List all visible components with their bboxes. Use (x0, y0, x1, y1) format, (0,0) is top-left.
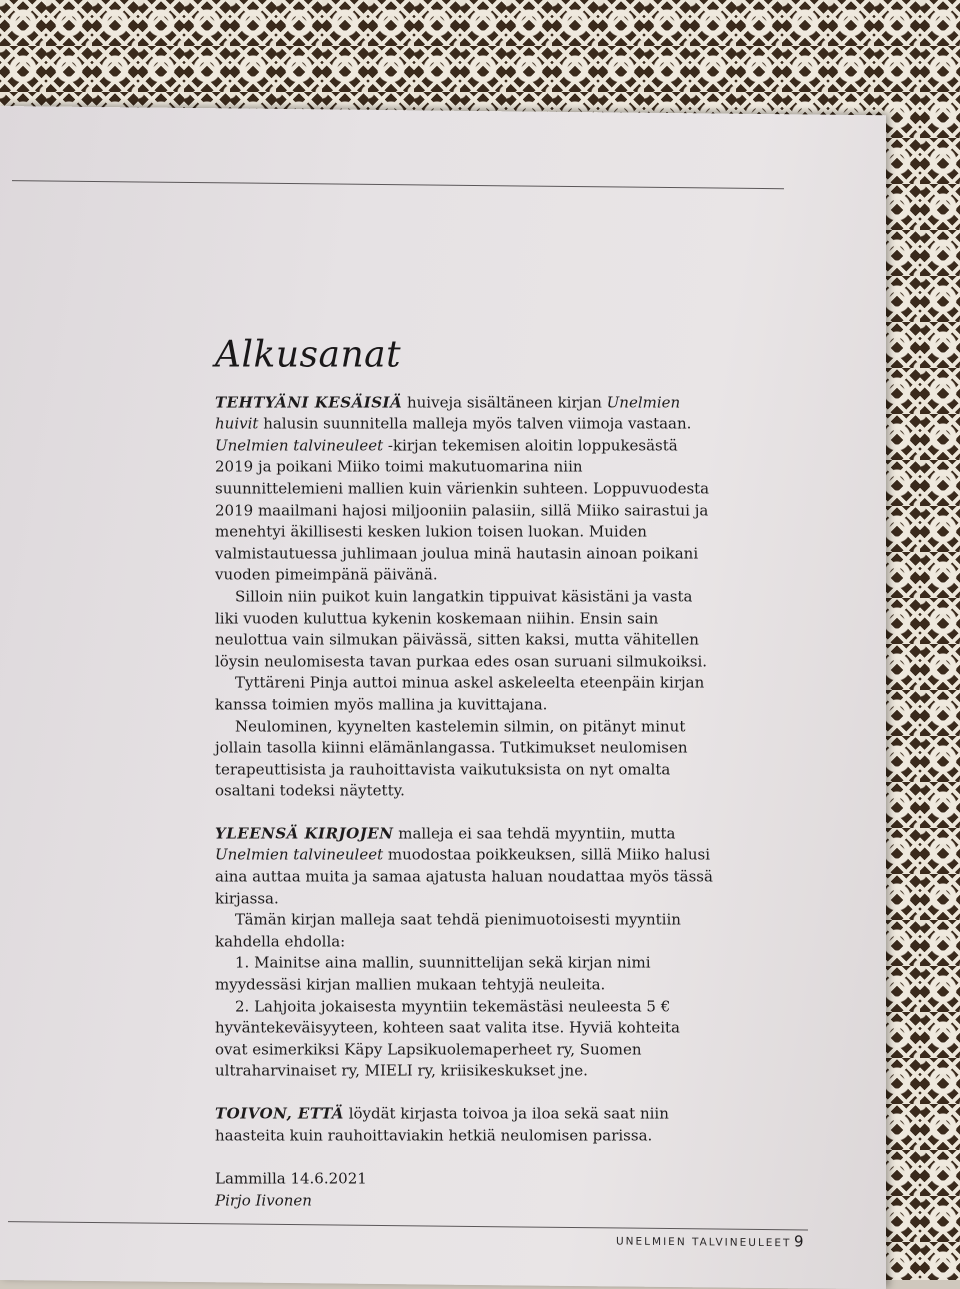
list-item: 2. Lahjoita jokaisesta myyntiin tekemästäsi neuleesta 5 € hyväntekeväisyyteen, kohteen saat valita itse. Hyviä kohteita ovat esimerkiksi Käpy Lapsikuolemaperheet ry, Suomen ultraharvinaiset ry, MIELI ry, kriisikeskukset jne. (215, 996, 680, 1080)
paragraph-3: Tyttäreni Pinja auttoi minua askel askeleelta eteenpäin kirjan kanssa toimien myös mallina ja kuvittajana. (215, 673, 705, 714)
place-date: Lammilla 14.6.2021 (215, 1169, 367, 1188)
paragraph-5: YLEENSÄ KIRJOJEN malleja ei saa tehdä myyntiin, mutta Unelmien talvineuleet muodostaa poikkeuksen, sillä Miiko halusi aina auttaa muita ja samaa ajatusta haluan noudattaa myös tässä kirjassa. (215, 824, 713, 907)
book-title: Unelmien talvineuleet (215, 436, 384, 455)
page-number: 9 (794, 1232, 804, 1251)
running-footer: UNELMIEN TALVINEULEET (616, 1235, 792, 1250)
page-content (215, 334, 715, 1211)
paragraph-lead: TOIVON, ETTÄ (215, 1104, 344, 1123)
book-title: Unelmien huivit (215, 392, 681, 433)
paragraph-1: TEHTYÄNI KESÄISIÄ huiveja sisältäneen kirjan Unelmien huivit halusin suunnitella malleja myös talven viimoja vastaan. Unelmien talvineuleet -kirjan tekemisen aloitin loppukesästä 2019 ja poikani Miiko toimi makutuomarina niin suunnittelemieni mallien kuin värienkin suhteen. Loppuvuodesta 2019 maailmani hajosi miljooniin palasiin, sillä Miiko sairastui ja menehtyi äkillisesti kesken lukion toisen luokan. Muiden valmistautuessa juhlimaan joulua minä hautasin ainoan poikani vuoden pimeimpänä päivänä. (215, 392, 710, 584)
paragraph-4: Neulominen, kyynelten kastelemin silmin, on pitänyt minut jollain tasolla kiinni elämänlangassa. Tutkimukset neulomisen terapeuttisista ja rauhoittavista vaikutuksista on nyt omalta osaltani todeksi näytetty. (215, 716, 688, 800)
paragraph-7: TOIVON, ETTÄ löydät kirjasta toivoa ja iloa sekä saat niin haasteita kuin rauhoittaviakin hetkiä neulomisen parissa. (215, 1104, 669, 1144)
book-title: Unelmien talvineuleet (215, 845, 384, 864)
book-page (0, 106, 886, 1289)
paragraph-2: Silloin niin puikot kuin langatkin tippuivat käsistäni ja vasta liki vuoden kuluttua kykenin koskemaan niihin. Ensin sain neulottua vain silmukan päivässä, sitten kaksi, mutta vähitellen löysin neulomisesta tavan purkaa edes osan suruani silmukoiksi. (215, 587, 708, 670)
paragraph-lead: YLEENSÄ KIRJOJEN (215, 824, 394, 843)
paragraph-6: Tämän kirjan malleja saat tehdä pienimuotoisesti myyntiin kahdella ehdolla: (215, 910, 681, 951)
top-rule (12, 180, 784, 189)
bottom-rule (8, 1221, 808, 1230)
list-item: 1. Mainitse aina mallin, suunnittelijan sekä kirjan nimi myydessäsi kirjan mallien mukaan tehtyjä neuleita. (215, 953, 651, 994)
paragraph-lead: TEHTYÄNI KESÄISIÄ (215, 392, 403, 411)
page-title: Alkusanat (215, 334, 402, 376)
author-signature: Pirjo Iivonen (215, 1191, 312, 1210)
